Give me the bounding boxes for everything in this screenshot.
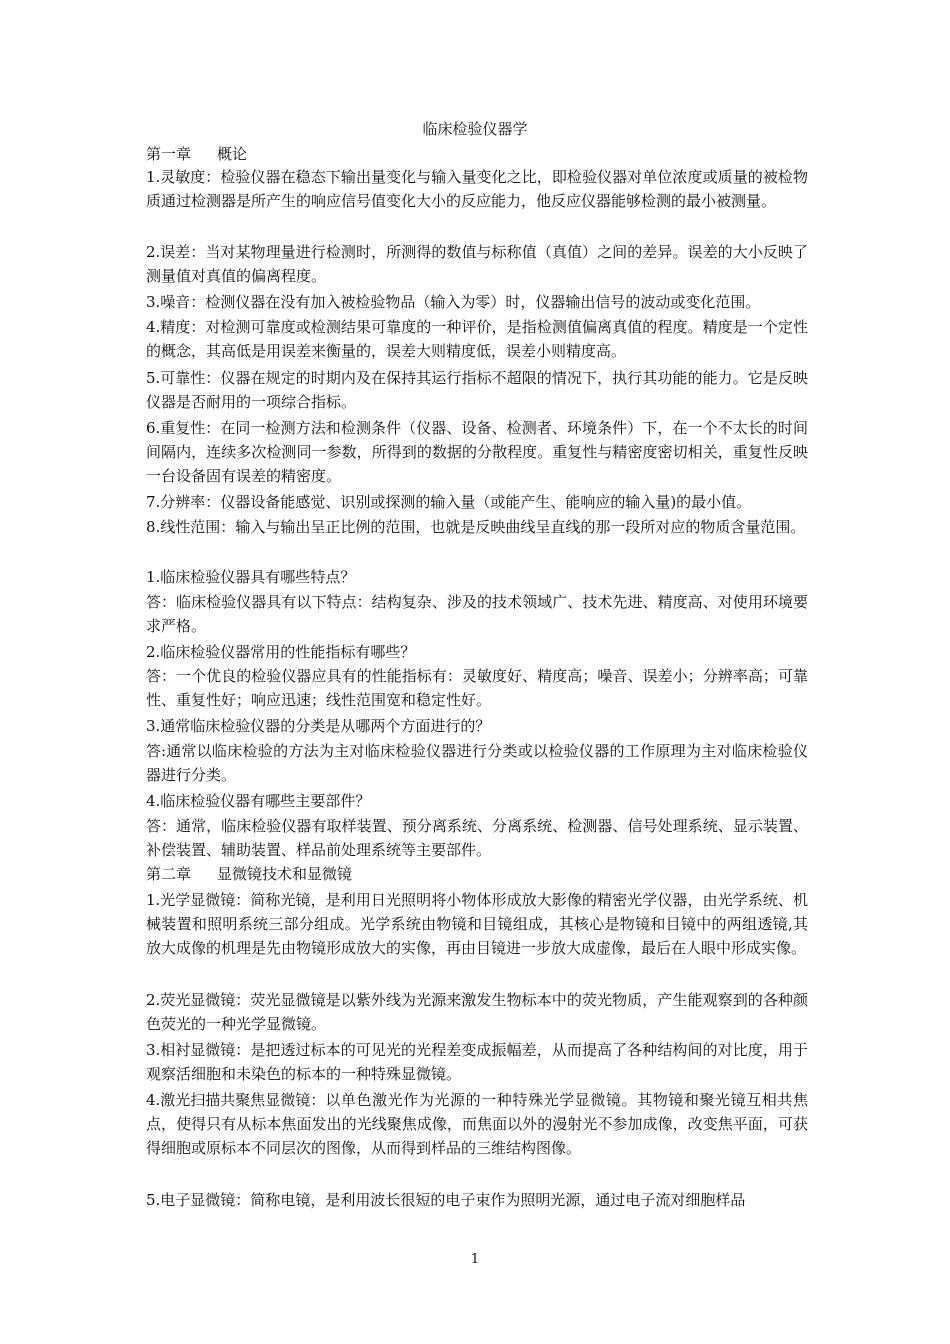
definition-text: 输入与输出呈正比例的范围，也就是反映曲线呈直线的那一段所对应的物质含量范围。 — [235, 518, 806, 536]
page-number: 1 — [470, 1252, 480, 1267]
definition-text: 是把透过标本的可见光的光程差变成振幅差，从而提高了各种结构间的对比度，用于观察活细胞和未染色的标本的一种特殊显微镜。 — [146, 1041, 808, 1084]
chapter-2-label: 第二章 — [146, 865, 192, 883]
definition-text: 在同一检测方法和检测条件（仪器、设备、检测者、环境条件）下，在一个不太长的时间间隔内，连续多次检测同一参数，所得到的数据的分散程度。重复性与精密度密切相关，重复性反映一台设备固有误差的精密度。 — [146, 419, 808, 486]
answer-text: 通常，临床检验仪器有取样装置、预分离系统、分离系统、检测器、信号处理系统、显示装置、补偿装置、辅助装置、样品前处理系统等主要部件。 — [146, 817, 808, 860]
definition-linear-range — [146, 515, 808, 539]
definition-term: 3.噪音： — [146, 293, 206, 311]
definition-error — [146, 240, 808, 288]
answer-text: 一个优良的检验仪器应具有的性能指标有：灵敏度好、精度高；噪音、误差小；分辨率高；可靠性、重复性好；响应迅速；线性范围宽和稳定性好。 — [146, 667, 808, 710]
definition-term: 4.激光扫描共聚焦显微镜： — [146, 1091, 326, 1109]
chapter-1-heading — [146, 142, 247, 166]
definition-reliability — [146, 366, 808, 414]
definition-phase-contrast-microscope — [146, 1038, 808, 1086]
definition-sensitivity — [146, 165, 808, 213]
definition-text: 简称光镜，是利用日光照明将小物体形成放大影像的精密光学仪器，由光学系统、机械装置和照明系统三部分组成。光学系统由物镜和目镜组成，其核心是物镜和目镜中的两组透镜,其放大成像的机理是先由物镜形成放大的实像，再由目镜进一步放大成虚像，最后在人眼中形成实像。 — [146, 891, 808, 958]
answer-4 — [146, 814, 808, 862]
definition-fluorescence-microscope — [146, 988, 808, 1036]
definition-term: 8.线性范围： — [146, 518, 236, 536]
question-1: 1.临床检验仪器具有哪些特点？ — [146, 568, 356, 586]
answer-label: 答： — [146, 667, 177, 685]
definition-noise — [146, 290, 808, 314]
definition-text: 以单色激光作为光源的一种特殊光学显微镜。其物镜和聚光镜互相共焦点，使得只有从标本焦面发出的光线聚焦成像，而焦面以外的漫射光不参加成像，改变焦平面，可获得细胞或原标本不同层次的图像，从而得到样品的三维结构图像。 — [146, 1091, 808, 1158]
chapter-1-name: 概论 — [217, 145, 248, 163]
definition-optical-microscope — [146, 888, 808, 961]
definition-text: 仪器在规定的时期内及在保持其运行指标不超限的情况下，执行其功能的能力。它是反映仪器是否耐用的一项综合指标。 — [146, 369, 808, 412]
chapter-2-name: 显微镜技术和显微镜 — [217, 865, 353, 883]
definition-text: 检验仪器在稳态下输出量变化与输入量变化之比，即检验仪器对单位浓度或质量的被检物质通过检测器是所产生的响应信号值变化大小的反应能力，他反应仪器能够检测的最小被测量。 — [146, 168, 808, 211]
definition-term: 3.相衬显微镜： — [146, 1041, 251, 1059]
definition-term: 4.精度： — [146, 318, 206, 336]
definition-text: 荧光显微镜是以紫外线为光源来激发生物标本中的荧光物质，产生能观察到的各种颜色荧光的一种光学显微镜。 — [146, 991, 808, 1034]
question-4: 4.临床检验仪器有哪些主要部件？ — [146, 792, 371, 810]
definition-repeatability — [146, 416, 808, 489]
answer-label: 答: — [146, 742, 167, 760]
answer-label: 答： — [146, 593, 177, 611]
definition-resolution — [146, 490, 808, 514]
answer-text: 通常以临床检验的方法为主对临床检验仪器进行分类或以检验仪器的工作原理为主对临床检验仪器进行分类。 — [146, 742, 808, 785]
definition-text: 对检测可靠度或检测结果可靠度的一种评价，是指检测值偏离真值的程度。精度是一个定性的概念，其高低是用误差来衡量的，误差大则精度低，误差小则精度高。 — [146, 318, 808, 361]
answer-2 — [146, 664, 808, 712]
question-3: 3.通常临床检验仪器的分类是从哪两个方面进行的？ — [146, 717, 491, 735]
answer-text: 临床检验仪器具有以下特点：结构复杂、涉及的技术领域广、技术先进、精度高、对使用环境要求严格。 — [146, 593, 808, 636]
definition-term: 2.荧光显微镜： — [146, 991, 251, 1009]
definition-electron-microscope — [146, 1188, 808, 1212]
answer-1 — [146, 590, 808, 638]
definition-term: 6.重复性： — [146, 419, 221, 437]
definition-text: 简称电镜，是利用波长很短的电子束作为照明光源，通过电子流对细胞样品 — [250, 1191, 746, 1209]
document-title: 临床检验仪器学 — [422, 120, 528, 138]
definition-term: 1.灵敏度： — [146, 168, 221, 186]
chapter-2-heading — [146, 862, 352, 886]
definition-term: 7.分辨率： — [146, 493, 221, 511]
chapter-1-label: 第一章 — [146, 145, 192, 163]
definition-term: 2.误差： — [146, 243, 206, 261]
definition-term: 5.电子显微镜： — [146, 1191, 251, 1209]
definition-text: 仪器设备能感觉、识别或探测的输入量（或能产生、能响应的输入量)的最小值。 — [220, 493, 752, 511]
definition-term: 5.可靠性： — [146, 369, 221, 387]
definition-confocal-microscope — [146, 1088, 808, 1161]
definition-text: 检测仪器在没有加入被检验物品（输入为零）时，仪器输出信号的波动或变化范围。 — [205, 293, 761, 311]
definition-precision — [146, 315, 808, 363]
answer-label: 答： — [146, 817, 177, 835]
question-2: 2.临床检验仪器常用的性能指标有哪些？ — [146, 643, 416, 661]
definition-term: 1.光学显微镜： — [146, 891, 251, 909]
definition-text: 当对某物理量进行检测时，所测得的数值与标称值（真值）之间的差异。误差的大小反映了测量值对真值的偏离程度。 — [146, 243, 808, 286]
answer-3 — [146, 739, 808, 787]
